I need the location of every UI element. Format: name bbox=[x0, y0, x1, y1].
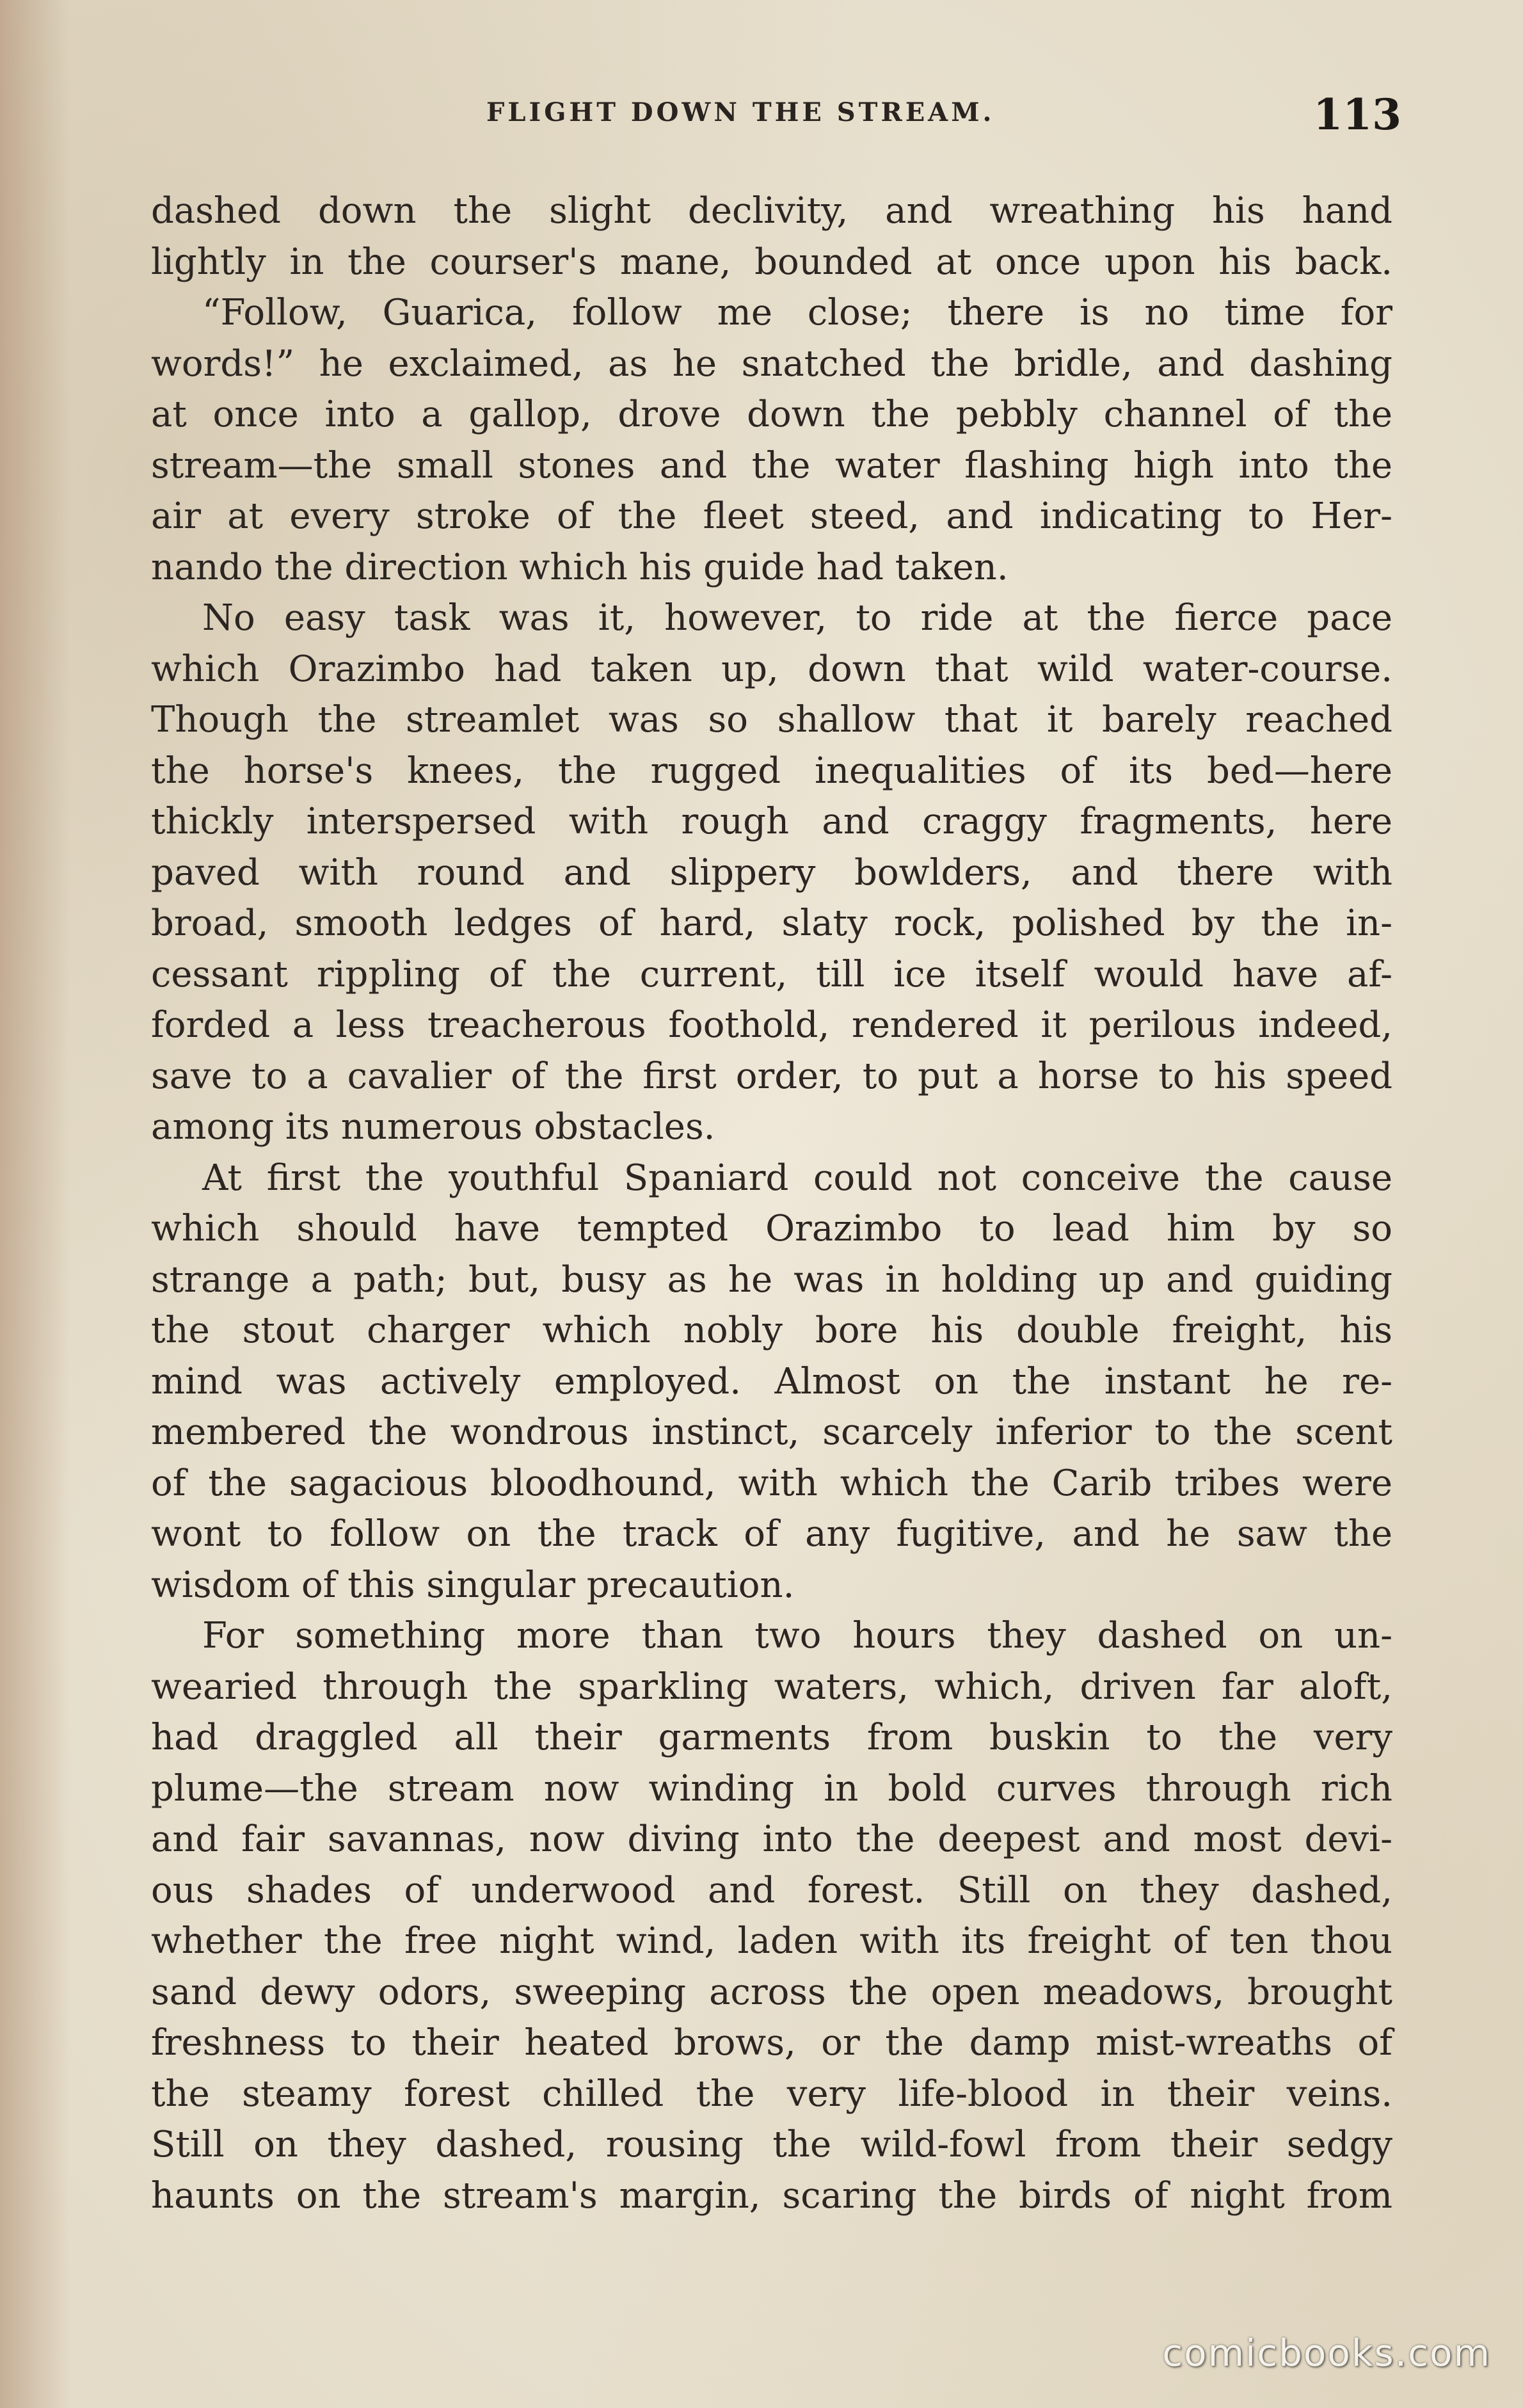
text-line: broad, smooth ledges of hard, slaty rock, polished by the in- bbox=[151, 903, 1392, 944]
text-line: words!” he exclaimed, as he snatched the bridle, and dashing bbox=[151, 342, 1392, 385]
running-head: FLIGHT DOWN THE STREAM. bbox=[486, 97, 995, 127]
text-line: lightly in the courser's mane, bounded at once upon his back. bbox=[151, 241, 1392, 283]
text-line: the steamy forest chilled the very life-blood in their veins. bbox=[151, 2073, 1392, 2115]
watermark: comicbooks.com bbox=[1162, 2331, 1491, 2375]
text-line: At first the youthful Spaniard could not conceive the cause bbox=[202, 1157, 1392, 1199]
text-line: No easy task was it, however, to ride at the fierce pace bbox=[202, 597, 1392, 639]
text-line: wisdom of this singular precaution. bbox=[151, 1564, 795, 1606]
text-line: which should have tempted Orazimbo to lead him by so bbox=[151, 1208, 1392, 1249]
page-edge-stain bbox=[0, 0, 70, 2408]
text-line: sand dewy odors, sweeping across the open meadows, brought bbox=[151, 1971, 1392, 2013]
text-line: thickly interspersed with rough and craggy fragments, here bbox=[151, 801, 1392, 842]
text-line: nando the direction which his guide had taken. bbox=[151, 546, 1009, 588]
text-line: save to a cavalier of the first order, to put a horse to his speed bbox=[151, 1055, 1392, 1097]
page-number: 113 bbox=[1313, 90, 1401, 140]
text-line: Still on they dashed, rousing the wild-fowl from their sedgy bbox=[151, 2124, 1392, 2165]
text-line: forded a less treacherous foothold, rendered it perilous indeed, bbox=[151, 1004, 1392, 1046]
text-line: had draggled all their garments from buskin to the very bbox=[151, 1717, 1392, 1758]
text-line: haunts on the stream's margin, scaring the birds of night from bbox=[151, 2174, 1392, 2217]
text-line: the horse's knees, the rugged inequalities of its bed—here bbox=[151, 750, 1392, 792]
text-line: “Follow, Guarica, follow me close; there is no time for bbox=[202, 292, 1392, 333]
text-line: cessant rippling of the current, till ice itself would have af- bbox=[151, 953, 1392, 995]
text-line: wearied through the sparkling waters, which, driven far aloft, bbox=[151, 1666, 1392, 1708]
text-line: stream—the small stones and the water flashing high into the bbox=[151, 444, 1392, 486]
text-line: ous shades of underwood and forest. Still on they dashed, bbox=[151, 1869, 1392, 1911]
text-line: among its numerous obstacles. bbox=[151, 1106, 715, 1148]
body-text bbox=[151, 186, 1392, 2221]
text-line: the stout charger which nobly bore his double freight, his bbox=[151, 1310, 1392, 1351]
text-line: membered the wondrous instinct, scarcely inferior to the scent bbox=[151, 1411, 1392, 1453]
text-line: freshness to their heated brows, or the damp mist-wreaths of bbox=[151, 2022, 1392, 2064]
text-line: dashed down the slight declivity, and wreathing his hand bbox=[151, 190, 1392, 232]
text-line: air at every stroke of the fleet steed, and indicating to Her- bbox=[151, 495, 1392, 537]
text-line: Though the streamlet was so shallow that it barely reached bbox=[151, 699, 1392, 741]
text-line: plume—the stream now winding in bold curves through rich bbox=[151, 1767, 1392, 1810]
text-line: strange a path; but, busy as he was in holding up and guiding bbox=[151, 1258, 1392, 1301]
text-line: paved with round and slippery bowlders, and there with bbox=[151, 851, 1392, 894]
page-header bbox=[154, 90, 1401, 141]
text-line: whether the free night wind, laden with its freight of ten thou bbox=[151, 1920, 1392, 1962]
text-line: For something more than two hours they dashed on un- bbox=[202, 1615, 1392, 1657]
text-line: which Orazimbo had taken up, down that wild water-course. bbox=[151, 648, 1392, 690]
text-line: at once into a gallop, drove down the pebbly channel of the bbox=[151, 394, 1392, 435]
text-line: wont to follow on the track of any fugitive, and he saw the bbox=[151, 1513, 1392, 1555]
text-line: mind was actively employed. Almost on the instant he re- bbox=[151, 1360, 1392, 1402]
text-line: and fair savannas, now diving into the deepest and most devi- bbox=[151, 1818, 1392, 1860]
text-line: of the sagacious bloodhound, with which the Carib tribes were bbox=[151, 1462, 1392, 1504]
